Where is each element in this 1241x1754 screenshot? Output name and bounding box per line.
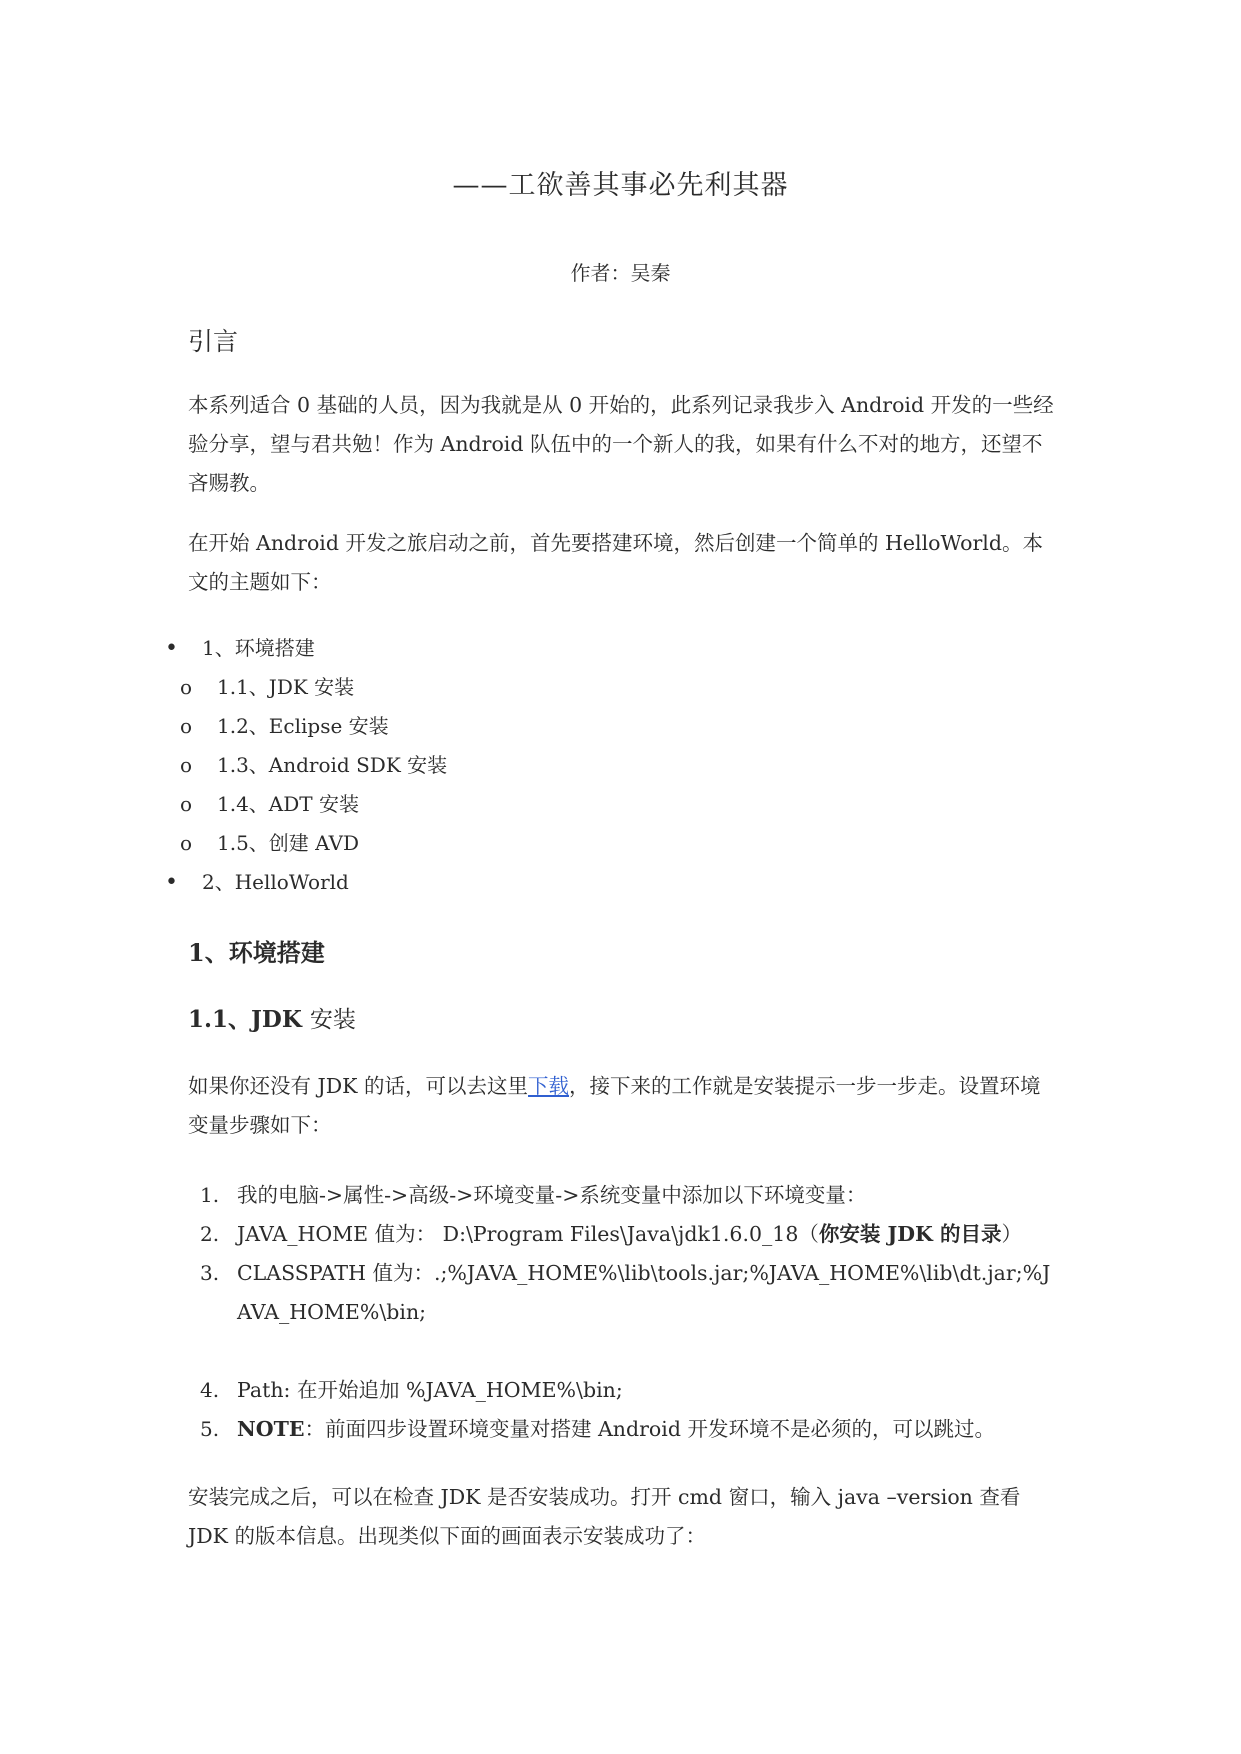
step-5 <box>237 1410 1059 1449</box>
step-number: 5. <box>200 1417 220 1441</box>
toc-item-env: 1、环境搭建 <box>202 636 315 660</box>
step-5-note-label: NOTE <box>237 1417 305 1441</box>
step-1: 我的电脑->属性->高级->环境变量->系统变量中添加以下环境变量： <box>237 1183 867 1207</box>
sub-bullet-icon: o <box>180 792 193 816</box>
section-heading-env: 1、环境搭建 <box>188 938 325 967</box>
section-heading-jdk <box>188 1001 356 1034</box>
toc-item-eclipse: 1.2、Eclipse 安装 <box>217 714 389 738</box>
step-number: 2. <box>200 1222 220 1246</box>
step-3: CLASSPATH 值为：.;%JAVA_HOME%\lib\tools.jar;%JAVA_HOME%\lib\dt.jar;%JAVA_HOME%\bin; <box>237 1261 1051 1324</box>
step-2 <box>237 1215 1059 1254</box>
closing-paragraph: 安装完成之后，可以在检查 JDK 是否安装成功。打开 cmd 窗口，输入 java –version 查看 JDK 的版本信息。出现类似下面的画面表示安装成功了： <box>188 1485 1021 1548</box>
toc-item-adt: 1.4、ADT 安装 <box>217 792 359 816</box>
sub-bullet-icon: o <box>180 675 193 699</box>
jdk-paragraph-text-1: 如果你还没有 JDK 的话，可以去这里 <box>188 1074 529 1098</box>
sub-bullet-icon: o <box>180 714 193 738</box>
document-title: ——工欲善其事必先利其器 <box>452 170 789 201</box>
toc-item-jdk: 1.1、JDK 安装 <box>217 675 355 699</box>
step-2-text: JAVA_HOME 值为： D:\Program Files\Java\jdk1.6.0_18（ <box>237 1222 819 1246</box>
bullet-icon: • <box>165 870 178 895</box>
download-link[interactable]: 下载 <box>528 1074 570 1098</box>
jdk-paragraph <box>188 1067 1058 1145</box>
step-5-text: ：前面四步设置环境变量对搭建 Android 开发环境不是必须的，可以跳过。 <box>304 1417 995 1441</box>
sub-bullet-icon: o <box>180 753 193 777</box>
bullet-icon: • <box>165 636 178 661</box>
intro-paragraph-1: 本系列适合 0 基础的人员，因为我就是从 0 开始的，此系列记录我步入 Android 开发的一些经验分享，望与君共勉！作为 Android 队伍中的一个新人的我，如果有什么不对的地方，还望不吝赐教。 <box>188 393 1054 495</box>
step-4: Path: 在开始追加 %JAVA_HOME%\bin; <box>237 1378 623 1402</box>
step-number: 3. <box>200 1261 220 1285</box>
step-number: 1. <box>200 1183 220 1207</box>
toc-item-helloworld: 2、HelloWorld <box>202 870 349 894</box>
section-heading-jdk-num: 1.1、JDK <box>188 1006 302 1033</box>
jdk-paragraph-text-2: ，接下来的工作就是安装提示一步一步走。设置环境变量步骤如下： <box>188 1074 1041 1137</box>
intro-heading: 引言 <box>188 327 239 356</box>
step-2-end: ） <box>1001 1222 1022 1246</box>
toc-item-avd: 1.5、创建 AVD <box>217 831 360 855</box>
toc-item-android-sdk: 1.3、Android SDK 安装 <box>217 753 448 777</box>
step-number: 4. <box>200 1378 220 1402</box>
step-2-bold: 你安装 JDK 的目录 <box>818 1222 1002 1246</box>
section-heading-jdk-text: 安装 <box>309 1007 356 1033</box>
author-line: 作者：吴秦 <box>570 261 671 285</box>
sub-bullet-icon: o <box>180 831 193 855</box>
intro-paragraph-2: 在开始 Android 开发之旅启动之前，首先要搭建环境，然后创建一个简单的 HelloWorld。本文的主题如下： <box>188 531 1043 594</box>
